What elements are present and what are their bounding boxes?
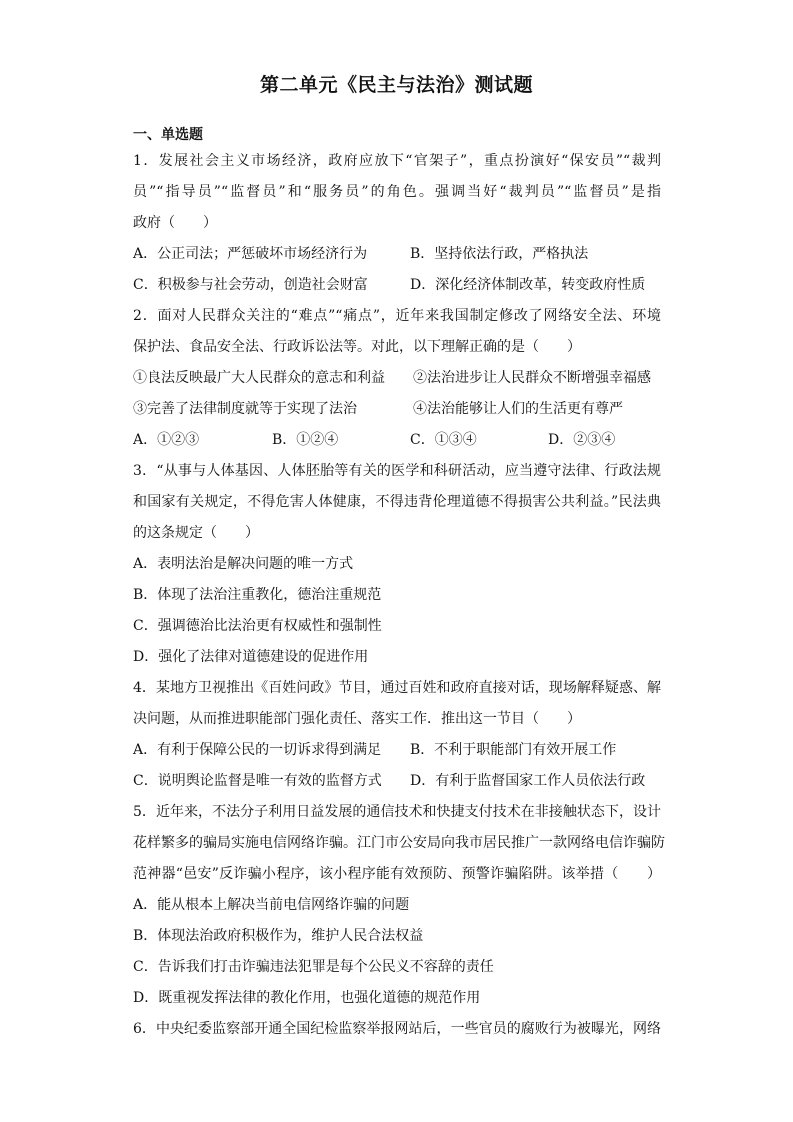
question-1-option-b: B．坚持依法行政，严格执法 — [410, 246, 589, 262]
question-5-option-b: B．体现法治政府积极作为，维护人民合法权益 — [133, 928, 424, 944]
question-5-line-1: 5．近年来，不法分子利用日益发展的通信技术和快捷支付技术在非接触状态下，设计 — [133, 804, 661, 820]
question-1-option-a: A．公正司法；严惩破坏市场经济行为 — [133, 246, 368, 262]
question-2-statement-4: ④法治能够让人们的生活更有尊严 — [413, 401, 623, 417]
question-2-option-c: C．①③④ — [410, 432, 477, 448]
question-5-line-3: 范神器“邑安”反诈骗小程序，该小程序能有效预防、预警诈骗陷阱。该举措（ ） — [133, 866, 661, 882]
question-5-option-d: D．既重视发挥法律的教化作用，也强化道德的规范作用 — [133, 990, 481, 1006]
question-3-line-2: 和国家有关规定，不得危害人体健康，不得违背伦理道德不得损害公共利益。”民法典 — [133, 494, 661, 510]
question-5-option-a: A．能从根本上解决当前电信网络诈骗的问题 — [133, 897, 410, 913]
question-2-statement-2: ②法治进步让人民群众不断增强幸福感 — [413, 370, 651, 386]
question-1-option-d: D．深化经济体制改革，转变政府性质 — [410, 277, 646, 293]
question-1-line-2: 员”“指导员”“监督员”和“服务员”的角色。强调当好“裁判员”“监督员”是指 — [133, 184, 661, 200]
question-3-option-c: C．强调德治比法治更有权威性和强制性 — [133, 618, 382, 634]
question-2-option-b: B．①②④ — [272, 432, 339, 448]
section-heading: 一、单选题 — [133, 127, 203, 143]
question-2-statement-1: ①良法反映最广大人民群众的意志和利益 — [133, 370, 385, 386]
question-2-line-2: 保护法、食品安全法、行政诉讼法等。对此，以下理解正确的是（ ） — [133, 339, 581, 355]
question-3-line-3: 的这条规定（ ） — [133, 525, 259, 541]
question-5-line-2: 花样繁多的骗局实施电信网络诈骗。江门市公安局向我市居民推广一款网络电信诈骗防 — [133, 835, 665, 851]
page-title: 第二单元《民主与法治》测试题 — [259, 74, 533, 96]
question-4-option-c: C．说明舆论监督是唯一有效的监督方式 — [133, 773, 382, 789]
question-1-option-c: C．积极参与社会劳动，创造社会财富 — [133, 277, 368, 293]
question-4-line-2: 决问题，从而推进职能部门强化责任、落实工作．推出这一节目（ ） — [133, 711, 581, 727]
question-2-statement-3: ③完善了法律制度就等于实现了法治 — [133, 401, 357, 417]
question-5-option-c: C．告诉我们打击诈骗违法犯罪是每个公民义不容辞的责任 — [133, 959, 494, 975]
question-4-option-a: A．有利于保障公民的一切诉求得到满足 — [133, 742, 382, 758]
question-4-line-1: 4．某地方卫视推出《百姓问政》节目，通过百姓和政府直接对话，现场解释疑惑、解 — [133, 680, 661, 696]
question-1-line-1: 1．发展社会主义市场经济，政府应放下“官架子”，重点扮演好“保安员”“裁判 — [133, 153, 661, 169]
question-6-line-1: 6．中央纪委监察部开通全国纪检监察举报网站后，一些官员的腐败行为被曝光，网络 — [133, 1021, 661, 1037]
question-2-option-a: A．①②③ — [133, 432, 200, 448]
question-3-option-d: D．强化了法律对道德建设的促进作用 — [133, 649, 369, 665]
question-3-line-1: 3．“从事与人体基因、人体胚胎等有关的医学和科研活动，应当遵守法律、行政法规 — [133, 463, 661, 479]
question-3-option-a: A．表明法治是解决问题的唯一方式 — [133, 556, 354, 572]
question-2-line-1: 2．面对人民群众关注的“难点”“痛点”，近年来我国制定修改了网络安全法、环境 — [133, 308, 661, 324]
question-3-option-b: B．体现了法治注重教化，德治注重规范 — [133, 587, 382, 603]
question-4-option-b: B．不利于职能部门有效开展工作 — [410, 742, 617, 758]
question-2-option-d: D．②③④ — [548, 432, 616, 448]
question-1-line-3: 政府（ ） — [133, 215, 217, 231]
question-4-option-d: D．有利于监督国家工作人员依法行政 — [410, 773, 646, 789]
